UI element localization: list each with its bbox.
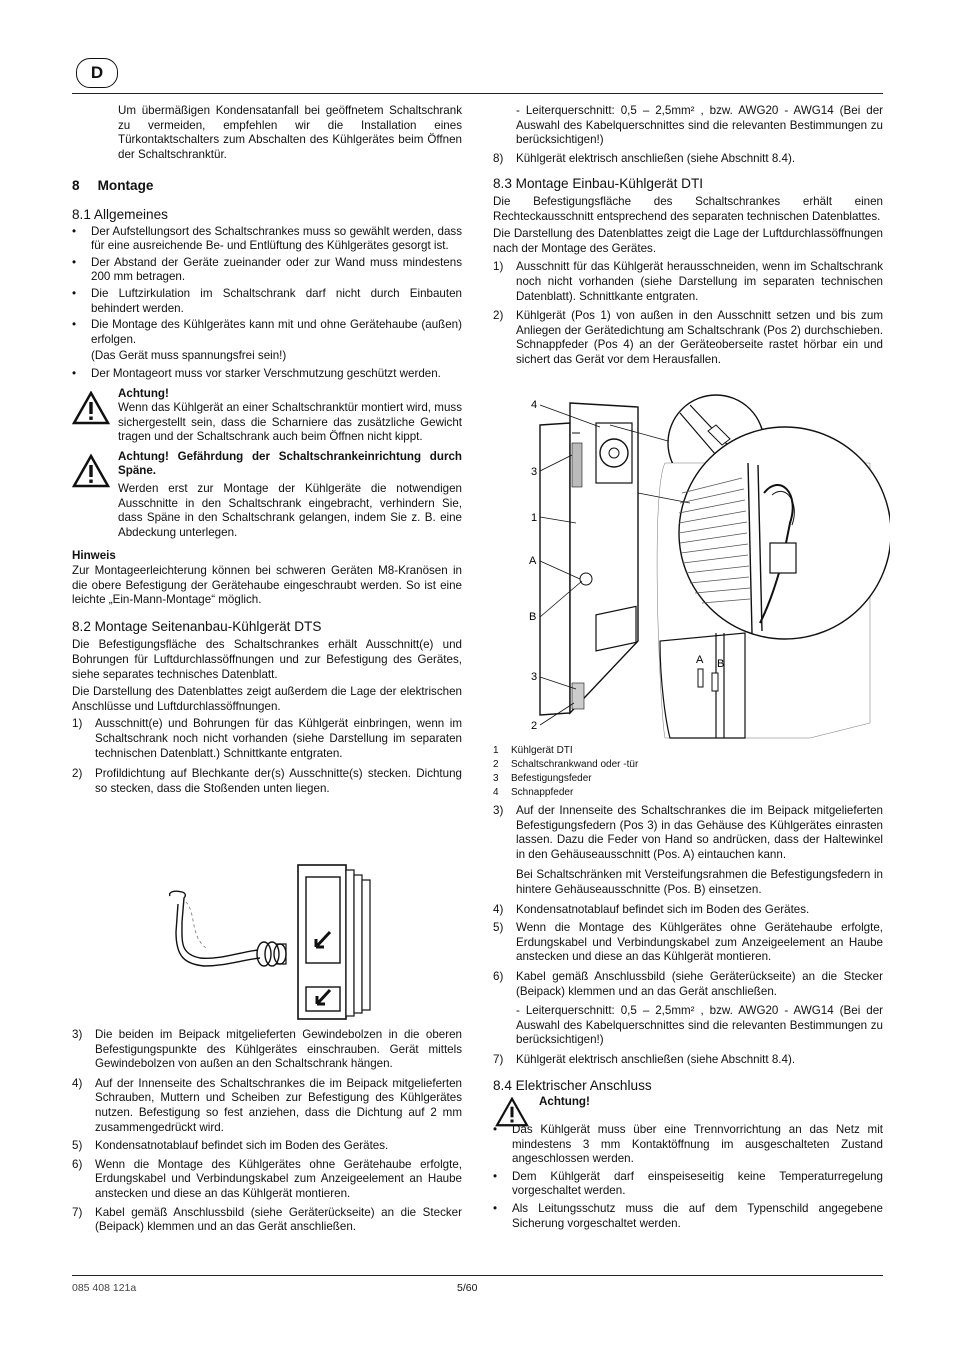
voltage-free-note: (Das Gerät muss spannungsfrei sein!) xyxy=(91,349,287,363)
list-item: • Als Leitungsschutz muss die auf dem Typenschild angegebene Sicherung vorgeschaltet werden. xyxy=(493,1202,883,1230)
label-pos-2: 2 xyxy=(531,720,538,732)
section-8-2-heading: 8.2 Montage Seitenanbau-Kühlgerät DTS xyxy=(72,618,322,634)
warning-text: Werden erst zur Montage der Kühlgeräte die notwendigen Ausschnitte in den Schaltschrank eingebracht, verhindern Sie, dass Späne in den Schaltschrank gelangen, indem Sie z. B. eine Abdeckung unterlegen. xyxy=(118,482,462,539)
list-item: • Das Kühlgerät muss über eine Trennvorrichtung an das Netz mit mindestens 3 mm Kontaktöffnung im ausgeschalteten Zustand angeschlossen werden. xyxy=(493,1123,883,1166)
list-item: 5) Kondensatnotablauf befindet sich im Boden des Gerätes. xyxy=(72,1139,389,1153)
warning-title: Achtung! Gefährdung der Schaltschrankeinrichtung durch Späne. xyxy=(118,449,462,478)
list-item: 1) Ausschnitt für das Kühlgerät herausschneiden, wenn im Schaltschrank noch nicht vorhanden (siehe Darstellung im separaten technischen Datenblatt). Schnittkante entgraten. xyxy=(493,260,883,303)
figure-legend xyxy=(493,744,883,800)
warning-title: Achtung! xyxy=(118,386,169,400)
list-item: • Die Luftzirkulation im Schaltschrank darf nicht durch Einbauten behindert werden. xyxy=(72,286,462,315)
list-item: 4) Kondensatnotablauf befindet sich im Boden des Gerätes. xyxy=(493,902,810,916)
list-item: • Der Abstand der Geräte zueinander oder zur Wand muss mindestens 200 mm betragen. xyxy=(72,255,462,284)
list-item: • Der Aufstellungsort des Schaltschrankes muss so gewählt werden, dass für eine ausreichende Be- und Entlüftung des Kühlgerätes gesorgt ist. xyxy=(72,224,462,253)
section-8-number: 8 xyxy=(72,178,80,194)
intro-paragraph: Um übermäßigen Kondensatanfall bei geöffnetem Schaltschrank zu vermeiden, empfehlen wir die Installation eines Türkontaktschalters zum Abschalten des Kühlgerätes beim Öffnen der Schaltschranktür. xyxy=(118,104,462,161)
document-number: 085 408 121a xyxy=(72,1282,137,1294)
left-column-steps xyxy=(72,1028,462,1235)
section-8-1-heading: 8.1 Allgemeines xyxy=(72,206,168,222)
warning-chips xyxy=(72,450,462,541)
section-8-3-heading: 8.3 Montage Einbau-Kühlgerät DTI xyxy=(493,176,704,192)
right-column-lower xyxy=(493,744,883,1231)
list-item: • Dem Kühlgerät darf einspeiseseitig keine Temperaturregelung vorgeschaltet werden. xyxy=(493,1169,883,1198)
warning-door-mount xyxy=(72,387,462,445)
section-8-2-paragraph-2: Die Darstellung des Datenblattes zeigt außerdem die Lage der elektrischen Anschlüsse und Luftdurchlassöffnungen. xyxy=(72,685,462,713)
label-pos-b: B xyxy=(529,611,537,623)
list-item: 6) Wenn die Montage des Kühlgerätes ohne Gerätehaube erfolgte, Erdungskabel und Verbindungskabel zum Anzeigeelement an Haube anstecken und diese an das Kühlgerät montieren. xyxy=(72,1157,462,1200)
detail-label-a: A xyxy=(696,654,704,666)
list-item: 2) Profildichtung auf Blechkante der(s) Ausschnitte(s) stecken. Dichtung so stecken, dass die Stoßenden unten liegen. xyxy=(72,767,462,795)
header-rule xyxy=(72,93,883,94)
warning-electrical xyxy=(493,1093,883,1119)
hint-text: Zur Montageerleichterung können bei schweren Geräten M8-Kranösen in die obere Befestigung der Gerätehaube eingeschraubt werden. So ist eine leichte „Ein-Mann-Montage“ möglich. xyxy=(72,564,462,607)
warning-triangle-icon xyxy=(72,454,110,488)
section-8-4-heading: 8.4 Elektrischer Anschluss xyxy=(493,1077,652,1093)
right-column xyxy=(493,104,883,368)
warning-text: Wenn das Kühlgerät an einer Schaltschranktür montiert wird, muss sichergestellt sein, dass die Scharniere das zusätzliche Gewicht tragen und der Schaltschrank auch beim Öffnen nicht kippt. xyxy=(118,401,462,444)
list-item: 4) Auf der Innenseite des Schaltschrankes die im Beipack mitgelieferten Schrauben, Muttern und Scheiben zur Befestigung des Kühlgerätes nutzen. Befestigung so fest anziehen, dass die Dichtung auf 2 mm zusammengedrückt wird. xyxy=(72,1076,462,1134)
section-8-title: Montage xyxy=(97,178,154,194)
detail-label-b: B xyxy=(717,658,725,670)
label-pos-4: 4 xyxy=(531,399,538,411)
list-item: 3) Die beiden im Beipack mitgelieferten Gewindebolzen in die oberen Befestigungspunkte des Kühlgerätes einschrauben. Gerät mittels Gewindebolzen von außen an den Schaltschrank hängen. xyxy=(72,1028,462,1071)
warning-title: Achtung! xyxy=(539,1095,590,1109)
list-item: 6) Kabel gemäß Anschlussbild (siehe Geräterückseite) an die Stecker (Beipack) klemmen und an das Gerät anschließen. xyxy=(493,969,883,998)
cable-cross-section-note: - Leiterquerschnitt: 0,5 – 2,5mm² , bzw. AWG20 - AWG14 (Bei der Auswahl des Kabelquerschnittes sind die relevanten Bestimmungen zu berücksichtigen!) xyxy=(516,104,883,147)
page-number: 5/60 xyxy=(457,1282,478,1294)
label-pos-a: A xyxy=(529,555,537,567)
section-8-heading xyxy=(72,179,462,194)
label-pos-3-top: 3 xyxy=(531,466,538,478)
label-pos-3-bottom: 3 xyxy=(531,671,538,683)
legend-item: 1 Kühlgerät DTI xyxy=(493,745,573,756)
list-item: 2) Kühlgerät (Pos 1) von außen in den Ausschnitt setzen und bis zum Anliegen der Gerätedichtung am Schaltschrank (Pos 2) durchschieben. Schnappfeder (Pos 4) an der Geräteoberseite rastet hörbar ein und sichert das Gerät vor dem Herausfallen. xyxy=(493,309,883,366)
list-item: 8) Kühlgerät elektrisch anschließen (siehe Abschnitt 8.4). xyxy=(493,151,796,165)
list-item: 3) Auf der Innenseite des Schaltschrankes die im Beipack mitgelieferten Befestigungsfedern (Pos 3) in das Gehäuse des Kühlgerätes einrasten lassen. Dazu die Feder von Hand so andrücken, dass der Haltewinkel in den Gehäuseausschnitt (Pos. A) eintauchen kann. xyxy=(493,804,883,861)
stiffening-frame-note: Bei Schaltschränken mit Versteifungsrahmen die Befestigungsfedern in hintere Gehäuseausschnitte (Pos. B) einsetzen. xyxy=(516,868,883,896)
seal-installation-figure xyxy=(160,862,380,1022)
legend-item: 3 Befestigungsfeder xyxy=(493,773,592,784)
left-column xyxy=(72,104,462,796)
language-badge: D xyxy=(76,58,118,88)
footer-rule xyxy=(72,1275,883,1276)
section-8-3-paragraph-2: Die Darstellung des Datenblattes zeigt die Lage der Luftdurchlassöffnungen nach der Montage des Gerätes. xyxy=(493,227,883,255)
legend-item: 4 Schnappfeder xyxy=(493,787,574,798)
warning-triangle-icon xyxy=(72,391,110,425)
cable-cross-section-note: - Leiterquerschnitt: 0,5 – 2,5mm² , bzw. AWG20 - AWG14 (Bei der Auswahl des Kabelquerschnittes sind die relevanten Bestimmungen zu berücksichtigen!) xyxy=(516,1004,883,1047)
list-item: 7) Kühlgerät elektrisch anschließen (siehe Abschnitt 8.4). xyxy=(493,1052,796,1066)
list-item: 1) Ausschnitt(e) und Bohrungen für das Kühlgerät einbringen, wenn im Schaltschrank noch nicht vorhanden (siehe Darstellung im separaten technischen Datenblatt.) Schnittkante entgraten. xyxy=(72,717,462,760)
dti-installation-figure xyxy=(520,383,890,743)
section-8-3-paragraph-1: Die Befestigungsfläche des Schaltschrankes erhält einen Rechteckausschnitt entsprechend des separaten technischen Datenblattes. xyxy=(493,194,883,223)
list-item: 7) Kabel gemäß Anschlussbild (siehe Geräterückseite) an die Stecker (Beipack) klemmen und an das Gerät anschließen. xyxy=(72,1205,462,1234)
legend-item: 2 Schaltschrankwand oder -tür xyxy=(493,759,639,770)
list-item: • Die Montage des Kühlgerätes kann mit und ohne Gerätehaube (außen) erfolgen. xyxy=(72,318,462,346)
label-pos-1: 1 xyxy=(531,512,538,524)
list-item: 5) Wenn die Montage des Kühlgerätes ohne Gerätehaube erfolgte, Erdungskabel und Verbindungskabel zum Anzeigeelement an Haube anstecken und diese an das Kühlgerät montieren. xyxy=(493,921,883,964)
hint-title: Hinweis xyxy=(72,549,116,563)
general-bullet-list xyxy=(72,225,462,382)
section-8-2-paragraph-1: Die Befestigungsfläche des Schaltschrankes erhält Ausschnitt(e) und Bohrungen für Luftdurchlassöffnungen und zur Befestigung des Gerätes, siehe separates technisches Datenblatt. xyxy=(72,638,462,681)
list-item: • Der Montageort muss vor starker Verschmutzung geschützt werden. xyxy=(72,366,441,380)
